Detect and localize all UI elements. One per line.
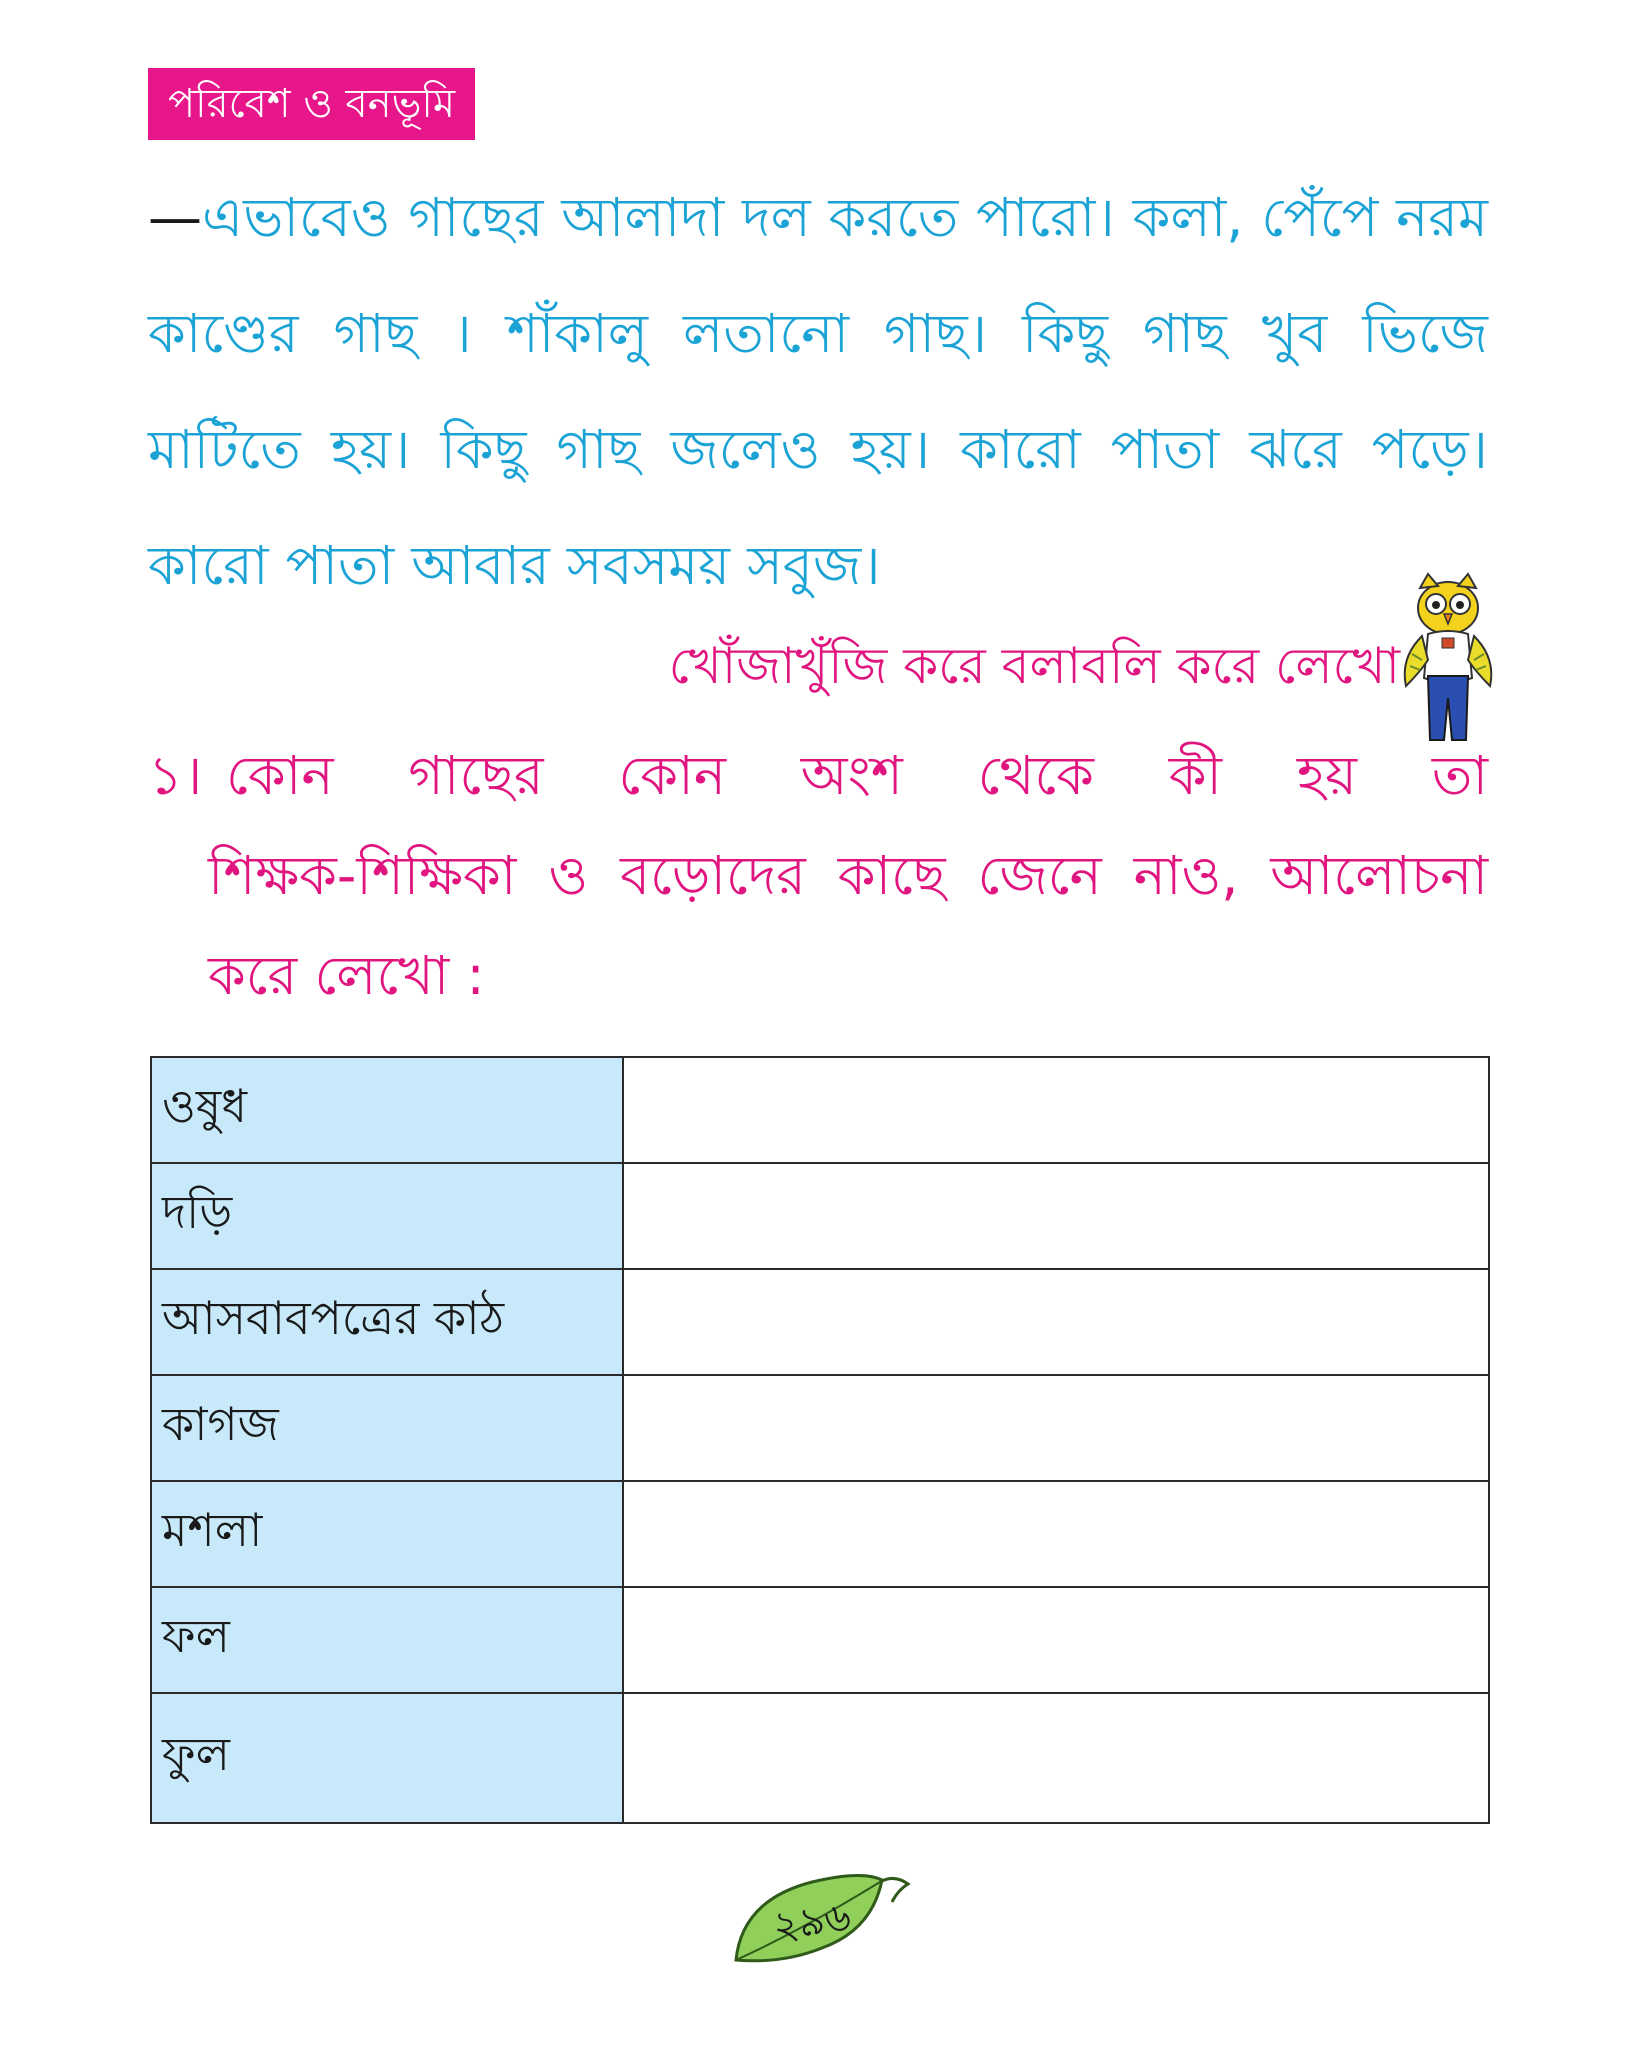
- table-row: [151, 1375, 1489, 1481]
- question-rest: শিক্ষক-শিক্ষিকা ও বড়োদের কাছে জেনে নাও, আলোচনা করে লেখো :: [208, 844, 1488, 1007]
- answer-cell[interactable]: [623, 1587, 1489, 1693]
- page-number: ২৯৬: [769, 1893, 854, 1951]
- table-row: [151, 1693, 1489, 1823]
- owl-illustration: [1398, 568, 1498, 748]
- answer-cell[interactable]: [623, 1375, 1489, 1481]
- item-cell: ফুল: [151, 1693, 623, 1823]
- chapter-tag: পরিবেশ ও বনভূমি: [148, 68, 475, 140]
- item-cell: ফল: [151, 1587, 623, 1693]
- activity-heading: খোঁজাখুঁজি করে বলাবলি করে লেখো: [668, 637, 1400, 695]
- question-first-line: কোন গাছের কোন অংশ থেকে কী হয় তা: [226, 744, 1488, 807]
- question-1: [148, 726, 1488, 1026]
- table-row: [151, 1057, 1489, 1163]
- item-cell: আসবাবপত্রের কাঠ: [151, 1269, 623, 1375]
- intro-text: এভাবেও গাছের আলাদা দল করতে পারো। কলা, পেঁপে নরম কাণ্ডের গাছ । শাঁকালু লতানো গাছ। কিছু গাছ খুব ভিজে মাটিতে হয়। কিছু গাছ জলেও হয়। কারো পাতা ঝরে পড়ে। কারো পাতা আবার সবসময় সবুজ।: [148, 186, 1488, 597]
- answer-cell[interactable]: [623, 1269, 1489, 1375]
- table-row: [151, 1481, 1489, 1587]
- item-cell: দড়ি: [151, 1163, 623, 1269]
- table-row: [151, 1587, 1489, 1693]
- answer-cell[interactable]: [623, 1163, 1489, 1269]
- answer-cell[interactable]: [623, 1057, 1489, 1163]
- answer-cell[interactable]: [623, 1693, 1489, 1823]
- table-row: [151, 1269, 1489, 1375]
- table-row: [151, 1163, 1489, 1269]
- answer-cell[interactable]: [623, 1481, 1489, 1587]
- question-first-row: [148, 726, 1488, 826]
- answer-table: [150, 1056, 1490, 1824]
- item-cell: কাগজ: [151, 1375, 623, 1481]
- question-number: ১।: [148, 744, 203, 807]
- item-cell: ওষুধ: [151, 1057, 623, 1163]
- intro-paragraph: [148, 160, 1488, 624]
- item-cell: মশলা: [151, 1481, 623, 1587]
- intro-dash: —: [148, 186, 202, 249]
